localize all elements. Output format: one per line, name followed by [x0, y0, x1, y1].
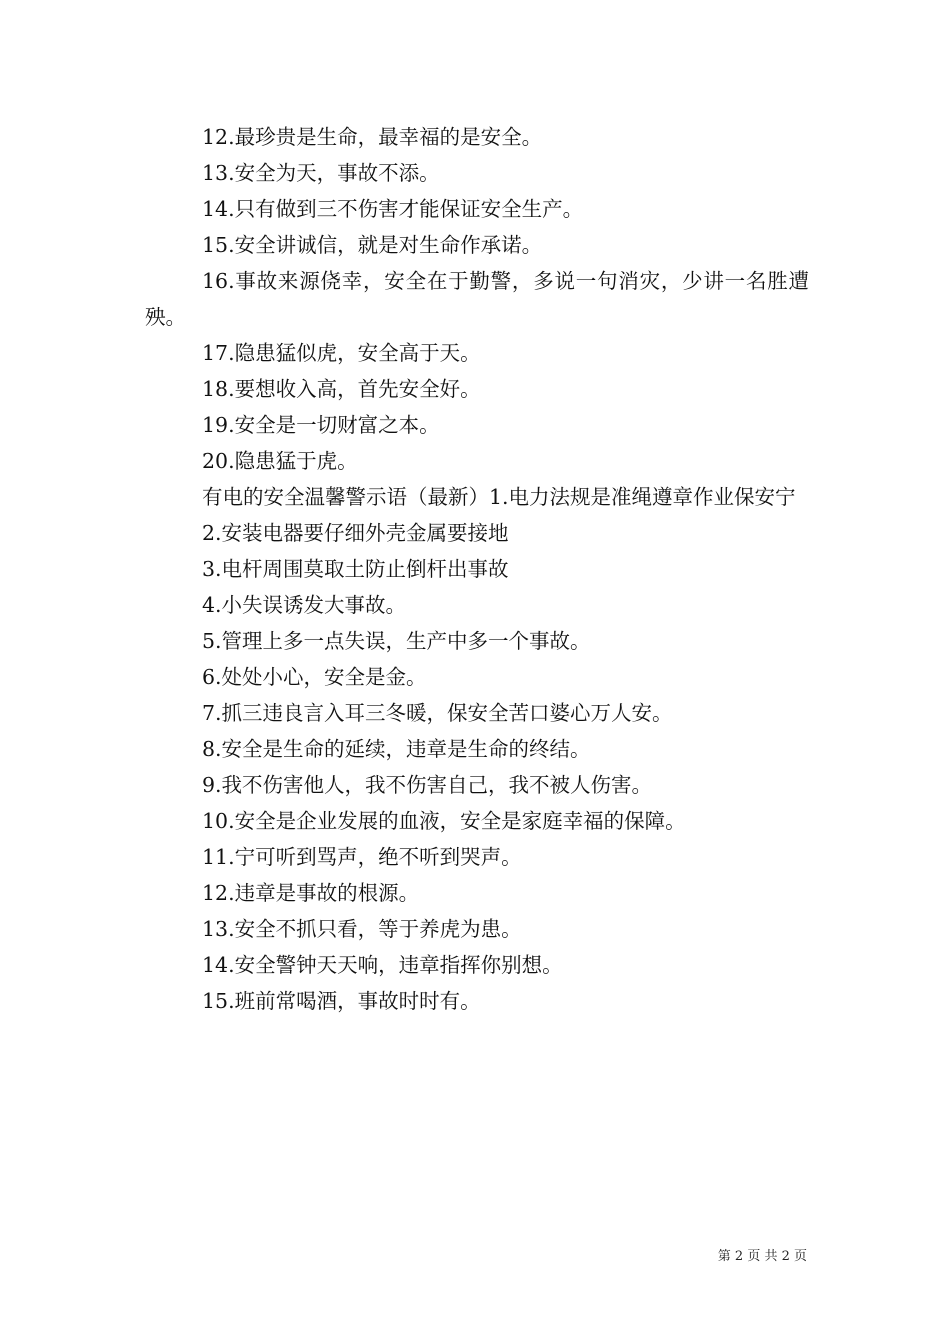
paragraph: 13.安全不抓只看，等于养虎为患。 — [202, 917, 522, 941]
paragraph: 8.安全是生命的延续，违章是生命的终结。 — [202, 737, 591, 761]
paragraph: 15.班前常喝酒，事故时时有。 — [202, 989, 481, 1013]
paragraph: 18.要想收入高，首先安全好。 — [202, 377, 481, 401]
paragraph: 有电的安全温馨警示语（最新）1.电力法规是准绳遵章作业保安宁 — [202, 485, 796, 509]
paragraph: 16.事故来源侥幸，安全在于勤警，多说一句消灾，少讲一名胜遭殃。 — [145, 269, 809, 329]
paragraph: 12.最珍贵是生命，最幸福的是安全。 — [202, 125, 543, 149]
paragraph: 20.隐患猛于虎。 — [202, 449, 358, 473]
paragraph: 14.安全警钟天天响，违章指挥你别想。 — [202, 953, 563, 977]
paragraph: 15.安全讲诚信，就是对生命作承诺。 — [202, 233, 543, 257]
paragraph: 5.管理上多一点失误，生产中多一个事故。 — [202, 629, 591, 653]
paragraph: 7.抓三违良言入耳三冬暖，保安全苦口婆心万人安。 — [202, 701, 673, 725]
paragraph: 6.处处小心，安全是金。 — [202, 665, 427, 689]
document-body — [145, 119, 809, 1019]
paragraph: 2.安装电器要仔细外壳金属要接地 — [202, 521, 509, 545]
paragraph: 10.安全是企业发展的血液，安全是家庭幸福的保障。 — [202, 809, 686, 833]
paragraph: 12.违章是事故的根源。 — [202, 881, 420, 905]
paragraph: 11.宁可听到骂声，绝不听到哭声。 — [202, 845, 522, 869]
paragraph: 19.安全是一切财富之本。 — [202, 413, 440, 437]
paragraph: 14.只有做到三不伤害才能保证安全生产。 — [202, 197, 584, 221]
paragraph: 4.小失误诱发大事故。 — [202, 593, 407, 617]
paragraph: 13.安全为天，事故不添。 — [202, 161, 440, 185]
paragraph: 17.隐患猛似虎，安全高于天。 — [202, 341, 481, 365]
paragraph: 9.我不伤害他人，我不伤害自己，我不被人伤害。 — [202, 773, 653, 797]
page-number-footer: 第 2 页 共 2 页 — [717, 1249, 807, 1264]
paragraph: 3.电杆周围莫取土防止倒杆出事故 — [202, 557, 509, 581]
